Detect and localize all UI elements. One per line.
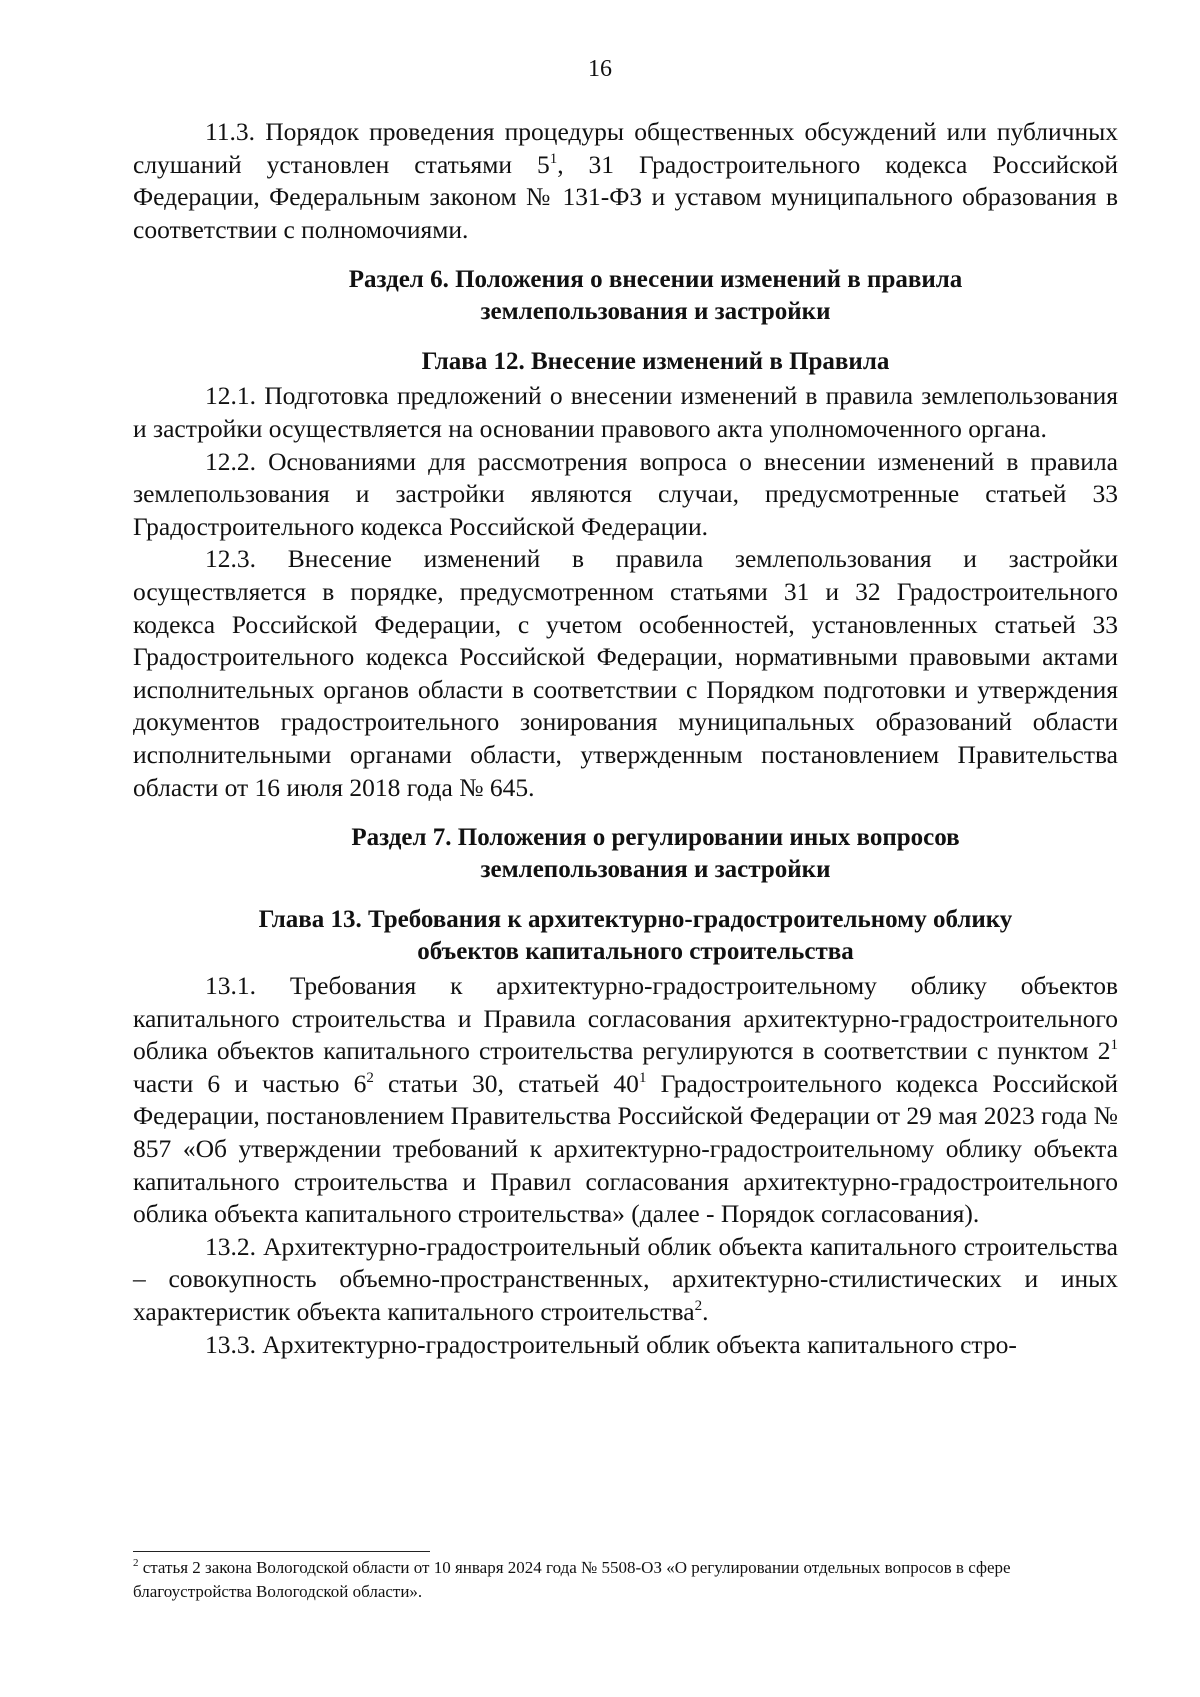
footnote-separator bbox=[133, 1551, 430, 1552]
paragraph-13-3: 13.3. Архитектурно-градостроительный облик объекта капитального стро- bbox=[205, 1329, 1017, 1359]
footnote-reference: 2 bbox=[694, 1298, 703, 1315]
page-number: 16 bbox=[588, 56, 612, 82]
chapter-12-heading: Глава 12. Внесение изменений в Правила bbox=[421, 348, 890, 376]
chapter-13-heading: Глава 13. Требования к архитектурно-градостроительному облику объектов капитального строительства bbox=[258, 906, 1013, 966]
document-body bbox=[133, 116, 1118, 1361]
paragraph-12-1: 12.1. Подготовка предложений о внесении изменений в правила землепользования и застройки осуществляется на основании правового акта уполномоченного органа. bbox=[133, 381, 1118, 443]
superscript: 2 bbox=[366, 1069, 374, 1086]
superscript: 1 bbox=[1110, 1037, 1118, 1054]
paragraph-12-3: 12.3. Внесение изменений в правила землепользования и застройки осуществляется в порядке, предусмотренном статьями 31 и 32 Градостроительного кодекса Российской Федерации, с учетом особенностей, установленных статьей 33 Градостроительного кодекса Российской Федерации, нормативными правовыми актами исполнительных органов области в соответствии с Порядком подготовки и утверждения документов градостроительного зонирования муниципальных образований области исполнительными органами области, утвержденным постановлением Правительства области от 16 июля 2018 года № 645. bbox=[133, 544, 1118, 802]
paragraph-12-2: 12.2. Основаниями для рассмотрения вопроса о внесении изменений в правила землепользования и застройки являются случаи, предусмотренные статьей 33 Градостроительного кодекса Российской Федерации. bbox=[133, 446, 1118, 541]
superscript: 1 bbox=[638, 1069, 647, 1086]
section-6-heading: Раздел 6. Положения о внесении изменений в правила землепользования и застройки bbox=[348, 266, 963, 326]
paragraph-11-3: 11.3. Порядок проведения процедуры общественных обсуждений или публичных слушаний установлен статьями $5^1$, 31 Градостроительного кодекса Российской Федерации, Федеральным законом № 131-ФЗ и уставом муниципального образования в соответствии с полномочиями. bbox=[133, 117, 1118, 244]
superscript: 1 bbox=[549, 150, 558, 167]
footnote-mark: 2 bbox=[133, 1557, 139, 1569]
section-7-heading: Раздел 7. Положения о регулировании иных вопросов землепользования и застройки bbox=[351, 824, 960, 884]
footnote: $^2$ статья 2 закона Вологодской области от 10 января 2024 года № 5508-ОЗ «О регулировании отдельных вопросов в сфере благоустройства Вологодской области». bbox=[133, 1557, 1011, 1601]
paragraph-13-1: 13.1. Требования к архитектурно-градостроительному облику объектов капитального строительства и Правила согласования архитектурно-градостроительного облика объектов капитального строительства регулируются в соответствии с пунктом $2^1$ части 6 и частью $6^2$ статьи 30, статьей $40^1$ Градостроительного кодекса Российской Федерации, постановлением Правительства Российской Федерации от 29 мая 2023 года № 857 «Об утверждении требований к архитектурно-градостроительному облику объекта капитального строительства и Правил согласования архитектурно-градостроительного облика объекта капитального строительства» (далее - Порядок согласования). bbox=[133, 971, 1118, 1229]
paragraph-13-2: 13.2. Архитектурно-градостроительный облик объекта капитального строительства – совокупность объемно-пространственных, архитектурно-стилистических и иных характеристик объекта капитального строительства$^2$. bbox=[133, 1231, 1118, 1327]
